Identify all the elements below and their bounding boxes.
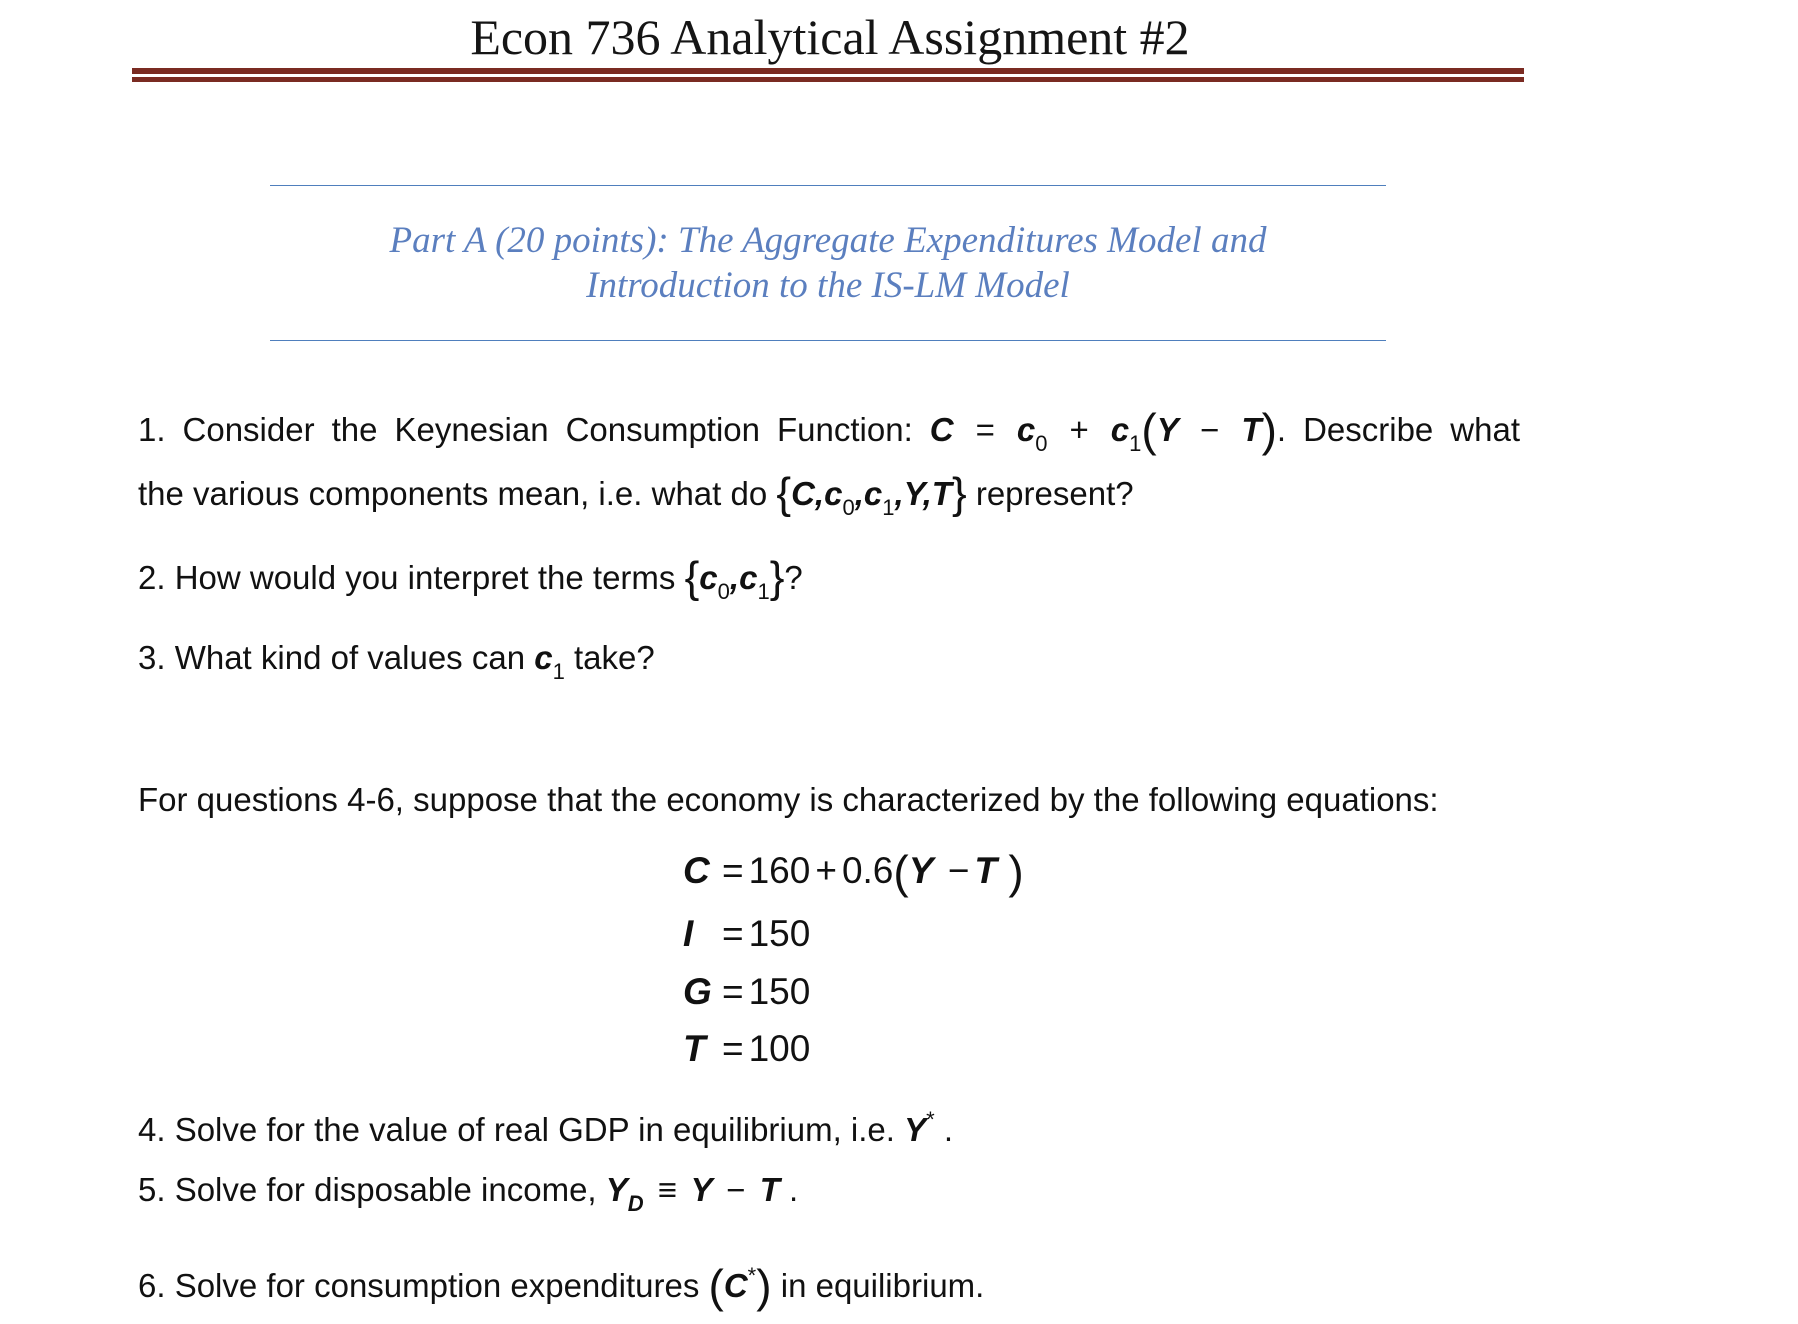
consumption-function-formula: $C = c_0 + c_1(Y - T)$.	[929, 404, 1287, 456]
question-6-end: in equilibrium.	[780, 1267, 985, 1304]
question-5: 5. Solve for disposable income, $Y_D \equiv Y - T$ .	[138, 1171, 799, 1216]
question-4: 4. Solve for the value of real GDP in equilibrium, i.e. Y* .	[138, 1107, 954, 1148]
equation-government-lhs: G	[683, 971, 712, 1012]
question-1-text: 1. Consider the Keynesian Consumption Function:	[138, 411, 913, 448]
question-1-line2-text: the various components mean, i.e. what do	[138, 475, 768, 512]
question-6	[138, 1256, 985, 1312]
part-heading	[270, 218, 1386, 308]
part-rule-top	[270, 185, 1386, 186]
equation-consumption-mpc: 0.6	[841, 850, 894, 891]
equation-consumption: C = 160 + 0.6(Y − T )	[683, 846, 1024, 898]
question-1-line1	[138, 404, 1520, 464]
question-1-line2	[138, 469, 1134, 528]
terms-set-formula: $\{c_0,c_1\}$	[684, 553, 785, 604]
question-3	[138, 638, 655, 692]
equation-taxes: T = 100	[683, 1028, 811, 1069]
document-title: Econ 736 Analytical Assignment #2	[470, 9, 1190, 65]
part-heading-line1: Part A (20 points): The Aggregate Expenditures Model and	[389, 220, 1267, 261]
equation-government-rhs: 150	[748, 971, 811, 1012]
equilibrium-gdp-symbol: Y*	[904, 1107, 935, 1148]
equation-government: G = 150	[683, 971, 811, 1012]
equation-consumption-const: 160	[748, 850, 811, 891]
question-1-line2-end: represent?	[975, 475, 1134, 512]
part-rule-bottom	[270, 340, 1386, 341]
components-set-formula: $\{C,c_0,c_1,Y,T\}$	[776, 469, 967, 520]
equation-investment-rhs: 150	[748, 913, 811, 954]
title-rule	[132, 68, 1524, 74]
part-heading-line2: Introduction to the IS-LM Model	[586, 265, 1070, 306]
question-4-text: 4. Solve for the value of real GDP in equilibrium, i.e.	[138, 1111, 895, 1148]
question-5-text: 5. Solve for disposable income,	[138, 1171, 597, 1208]
question-2	[138, 553, 803, 612]
equilibrium-consumption-symbol: (C*)	[708, 1260, 772, 1312]
disposable-income-formula: $Y_D \equiv Y - T$	[605, 1171, 780, 1216]
question-2-text: 2. How would you interpret the terms	[138, 559, 676, 596]
equation-investment: I = 150	[683, 913, 811, 954]
question-3-text: 3. What kind of values can	[138, 639, 526, 676]
question-6-text: 6. Solve for consumption expenditures	[138, 1267, 700, 1304]
mpc-symbol: $c_1$	[534, 639, 565, 684]
equation-taxes-rhs: 100	[748, 1028, 811, 1069]
equation-taxes-lhs: T	[683, 1028, 706, 1069]
question-1-end: Describe what	[1303, 411, 1520, 448]
question-3-end: take?	[574, 639, 655, 676]
questions-4-6-intro: For questions 4-6, suppose that the economy is characterized by the following equations:	[138, 781, 1439, 818]
equation-investment-lhs: I	[683, 913, 694, 954]
title-rule-lower	[132, 77, 1524, 82]
equation-consumption-lhs: C	[683, 850, 710, 891]
question-2-end: ?	[784, 559, 803, 596]
